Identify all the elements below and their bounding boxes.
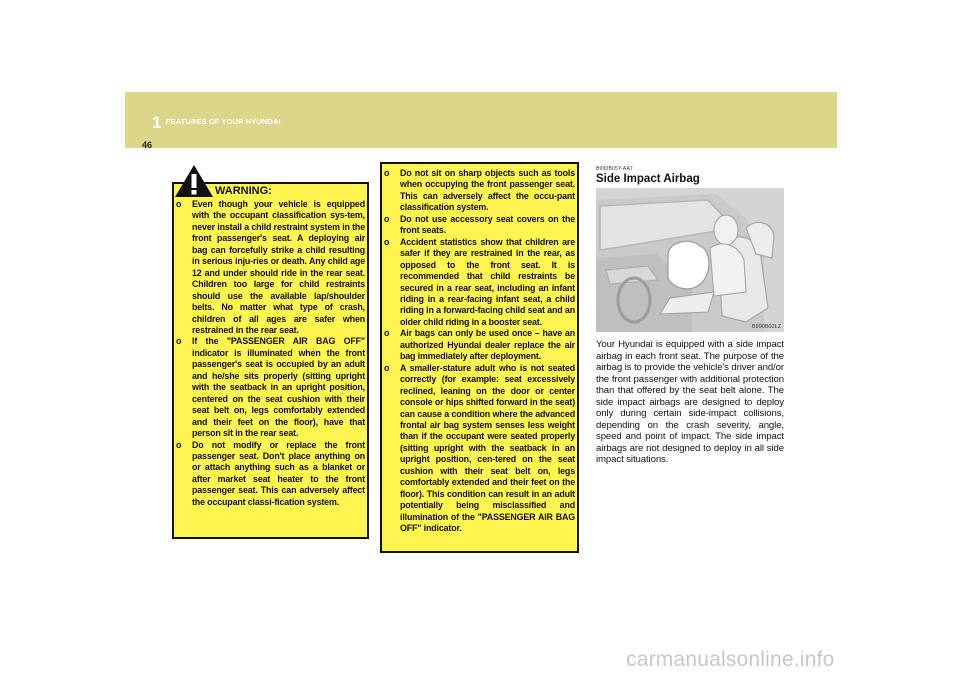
bullet-marker: o: [384, 213, 390, 224]
warning-text: Even though your vehicle is equipped with the occupant classification sys-tem, never install a child restraint system in the front passenger's seat. A deploying air bag can forcefully strike a child resulting in serious inju-ries or death. Any child age 12 and under should ride in the rear seat. Children too large for child restraints should use the available lap/shoulder belts. No matter what type of crash, children of all ages are safer when restrained in the rear seat.: [192, 199, 365, 335]
section-title: Side Impact Airbag: [596, 173, 700, 185]
list-item: [384, 214, 575, 237]
warning-text: A smaller-stature adult who is not seated correctly (for example: seat excessively reclined, leaning on the door or center console or hips shifted forward in the seat) can cause a condition where the advanced frontal air bag system senses less weight than if the occupant were seated properly (sitting upright with the seatback in an upright position, cen-tered on the seat cushion with their seat belt on, legs comfortably extended and their feet on the floor). This condition can result in an adult potentially being misclassified and illumination of the "PASSENGER AIR BAG OFF" indicator.: [400, 362, 575, 534]
section-body: Your Hyundai is equipped with a side impact airbag in each front seat. The purpose of the airbag is to provide the vehicle's driver and/or the front passenger with additional protection than that offered by the seat belt alone. The side impact airbags are designed to deploy only during certain side-impact collisions, depending on the crash severity, angle, speed and point of impact. The side impact airbags are not designed to deploy in all side impact situations.: [596, 339, 784, 465]
warning-text: If the "PASSENGER AIR BAG OFF" indicator is illuminated when the front passenger's seat is occupied by an adult and he/she sits properly (sitting upright with the seatback in an upright position, centered on the seat cushion with their seat belt on, legs comfortably extended and their feet on the floor), have that person sit in the rear seat.: [192, 336, 365, 439]
list-item: [176, 199, 365, 336]
list-item: [176, 336, 365, 439]
bullet-marker: o: [384, 236, 390, 247]
warning-text: Do not use accessory seat covers on the front seats.: [400, 213, 575, 236]
warning-heading: WARNING:: [215, 185, 272, 197]
exclamation-triangle-icon: [173, 163, 215, 199]
list-item: [384, 237, 575, 329]
bullet-marker: o: [176, 199, 182, 209]
list-item: [384, 168, 575, 214]
section-code: B990B05Y-AAT: [596, 166, 633, 172]
warning-text: Do not sit on sharp objects such as tools when occupying the front passenger seat. This can adversely affect the occu-pant classification system.: [400, 168, 575, 213]
bullet-marker: o: [384, 168, 390, 178]
warning-list-left: [176, 199, 365, 508]
chapter-number: 1: [152, 113, 162, 132]
watermark: carmanualsonline.info: [626, 648, 835, 671]
warning-text: Air bags can only be used once – have an authorized Hyundai dealer replace the air bag immediately after deployment.: [400, 328, 575, 362]
chapter-title: FEATURES OF YOUR HYUNDAI: [166, 117, 281, 126]
list-item: [384, 328, 575, 362]
list-item: [384, 363, 575, 535]
bullet-marker: o: [176, 336, 182, 347]
bullet-marker: o: [384, 362, 390, 373]
warning-text: Do not modify or replace the front passenger seat. Don't place anything on or attach anything such as a blanket or after market seat heater to the front passenger seat. This can adversely affect the occupant classi-fication system.: [192, 439, 365, 507]
page-number: 46: [142, 140, 153, 150]
figure-code: B990B02LZ: [752, 324, 782, 330]
side-airbag-illustration: [596, 188, 784, 332]
bullet-marker: o: [176, 439, 182, 450]
warning-text: Accident statistics show that children are safer if they are restrained in the rear, as opposed to the front seat. It is recommended that child restraints be secured in a rear seat, including an infant riding in a rear-facing infant seat, a child riding in a forward-facing child seat and an older child riding in a booster seat.: [400, 236, 575, 327]
list-item: [176, 440, 365, 509]
bullet-marker: o: [384, 328, 390, 339]
warning-list-right: [384, 168, 575, 535]
